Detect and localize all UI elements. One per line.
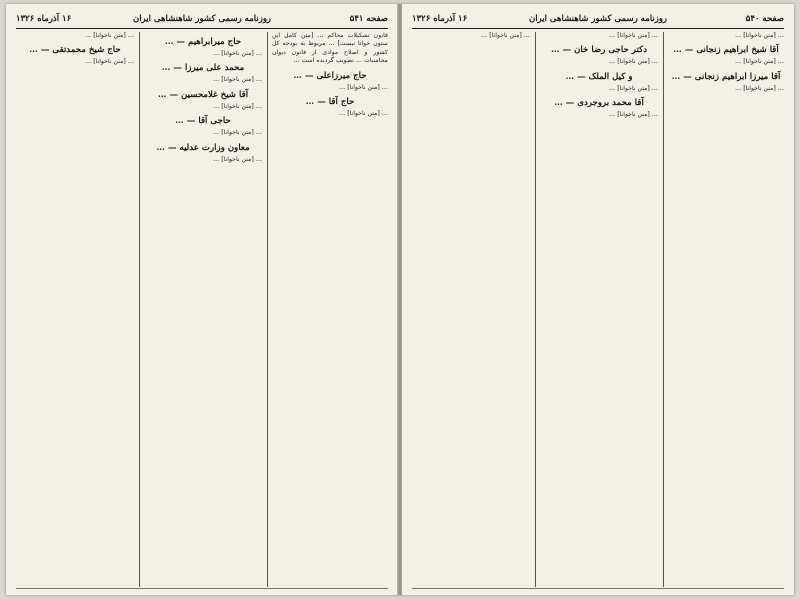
left-column-3 [16, 32, 134, 587]
article-paragraph: … [متن ناخوانا] … [339, 83, 388, 91]
section-heading: و کیل الملک — … [565, 71, 633, 82]
left-page-number: صفحه ۵۴۱ [349, 14, 388, 24]
left-page-header [16, 12, 388, 29]
right-column-divider [535, 32, 536, 587]
left-column-2 [144, 32, 262, 587]
article-paragraph: … [متن ناخوانا] … [609, 84, 658, 92]
article-paragraph: … [متن ناخوانا] … [609, 111, 658, 119]
right-column-1 [668, 32, 784, 587]
right-column-3 [412, 32, 530, 587]
section-heading: آقا میرزا ابراهیم زنجانی — … [671, 71, 781, 82]
right-page-header [412, 12, 784, 29]
right-page [402, 4, 794, 595]
article-paragraph: … [متن ناخوانا] … [735, 58, 784, 66]
right-page-number: صفحه ۵۴۰ [745, 14, 784, 24]
section-heading: دکتر حاجی رضا خان — … [550, 45, 648, 56]
section-heading: حاج شیخ محمدتقی — … [29, 45, 121, 56]
left-columns [16, 32, 388, 587]
right-column-2 [540, 32, 658, 587]
left-column-divider [267, 32, 268, 587]
article-paragraph: … [متن ناخوانا] … [339, 110, 388, 118]
section-heading: آقا محمد بروجردی — … [554, 98, 644, 109]
article-paragraph: … [متن ناخوانا] … [481, 32, 530, 39]
article-paragraph: … [متن ناخوانا] … [213, 102, 262, 110]
section-heading: حاج میرابراهیم — … [164, 37, 242, 47]
left-page-date: ۱۶ آذرماه ۱۳۲۶ [16, 14, 72, 24]
left-column-divider [139, 32, 140, 587]
newspaper-spread [6, 4, 794, 595]
section-heading: معاون وزارت عدلیه — … [156, 142, 250, 153]
left-column-1 [272, 32, 388, 587]
section-heading: آقا شیخ ابراهیم زنجانی — … [673, 45, 779, 56]
right-column-divider [663, 32, 664, 587]
right-page-date: ۱۶ آذرماه ۱۳۲۶ [412, 14, 468, 24]
right-newspaper-title: روزنامه رسمی کشور شاهنشاهی ایران [528, 14, 668, 24]
section-heading: حاجی آقا — … [175, 116, 231, 127]
section-heading: محمد علی میرزا — … [161, 63, 245, 74]
article-paragraph: … [متن ناخوانا] … [213, 155, 262, 163]
article-paragraph: قانون تشکیلات محاکم … [متن کامل این ستون خوانا نیست] … مربوط به بودجه کل کشور و اصلاح موادی از قانون دیوان محاسبات … تصویب گردیده است … [272, 32, 388, 65]
article-paragraph: … [متن ناخوانا] … [735, 32, 784, 39]
section-heading: آقا شیخ غلامحسین — … [157, 89, 249, 100]
left-newspaper-title: روزنامه رسمی کشور شاهنشاهی ایران [132, 14, 272, 24]
article-paragraph: … [متن ناخوانا] … [213, 76, 262, 84]
article-paragraph: … [متن ناخوانا] … [735, 84, 784, 92]
article-paragraph: … [متن ناخوانا] … [213, 50, 262, 57]
left-page [6, 4, 398, 595]
article-paragraph: … [متن ناخوانا] … [609, 32, 658, 39]
article-paragraph: … [متن ناخوانا] … [213, 129, 262, 137]
section-heading: حاج میرزاعلی — … [293, 70, 367, 81]
article-paragraph: … [متن ناخوانا] … [609, 58, 658, 66]
left-bottom-rule [16, 588, 388, 589]
right-columns [412, 32, 784, 587]
right-bottom-rule [412, 588, 784, 589]
article-paragraph: … [متن ناخوانا] … [85, 58, 134, 66]
article-paragraph: … [متن ناخوانا] … [85, 32, 134, 39]
section-heading: حاج آقا — … [305, 97, 355, 108]
